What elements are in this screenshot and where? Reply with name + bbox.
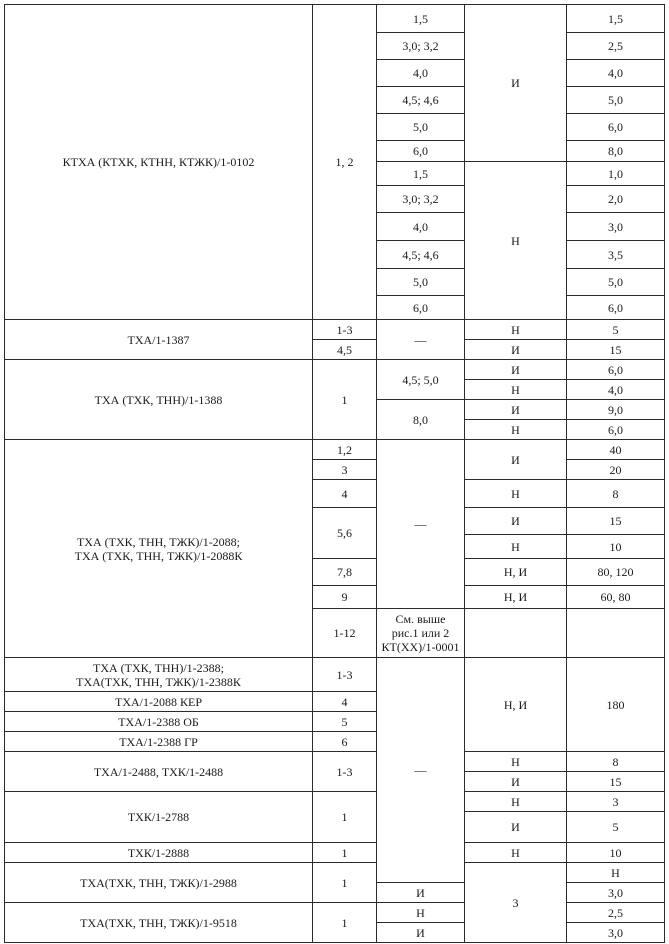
table-cell: 3,0 [567, 923, 665, 943]
table-cell: 1-3 [313, 752, 377, 792]
table-cell: 80, 120 [567, 559, 665, 586]
table-cell: И [465, 440, 567, 480]
table-row [5, 863, 665, 883]
table-cell: Н [377, 903, 465, 923]
table-cell: 5,0 [377, 114, 465, 141]
table-cell: 6,0 [377, 141, 465, 162]
table-cell: 9,0 [567, 400, 665, 420]
table-cell: Н [465, 843, 567, 863]
table-cell: 5 [567, 320, 665, 340]
table-cell: 4,0 [377, 60, 465, 87]
table-cell: 6 [313, 732, 377, 752]
table-cell: ТХА (ТХК, ТНН, ТЖК)/1-2088; ТХА (ТХК, ТНН, ТЖК)/1-2088К [5, 440, 313, 658]
table-cell: 5,0 [567, 269, 665, 296]
table-cell: ТХА(ТХК, ТНН, ТЖК)/1-2988 [5, 863, 313, 903]
table-cell: 2,5 [567, 903, 665, 923]
table-cell: 3,0 [567, 213, 665, 241]
table-cell: ТХА/1-1387 [5, 320, 313, 360]
table-row [5, 360, 665, 380]
table-cell: Н, И [465, 658, 567, 752]
table-row [5, 440, 665, 460]
table-cell: 8 [567, 480, 665, 508]
table-cell: 20 [567, 460, 665, 480]
table-cell: Н [465, 420, 567, 440]
table-cell: Н [465, 162, 567, 320]
table-cell: 10 [567, 843, 665, 863]
table-cell: ТХА/1-2488, ТХК/1-2488 [5, 752, 313, 792]
table-cell: Н [465, 480, 567, 508]
table-cell: Н [465, 752, 567, 772]
table-cell: — [377, 320, 465, 360]
table-cell: 6,0 [567, 296, 665, 320]
table-cell: 5,6 [313, 508, 377, 559]
table-cell: 15 [567, 772, 665, 792]
table-cell: ТХА/1-2088 КЕР [5, 692, 313, 712]
table-cell [465, 609, 567, 658]
table-cell: Н [465, 535, 567, 559]
table-cell: ТХА (ТХК, ТНН)/1-1388 [5, 360, 313, 440]
table-row [5, 843, 665, 863]
table-cell: 4 [313, 480, 377, 508]
table-cell: 4,5; 4,6 [377, 241, 465, 269]
table-cell: Н [465, 792, 567, 812]
table-cell: Н [465, 380, 567, 400]
table-cell: 3,0; 3,2 [377, 186, 465, 213]
table-cell: И [465, 508, 567, 535]
table-cell: ТХА(ТХК, ТНН, ТЖК)/1-9518 [5, 903, 313, 943]
table-cell: ТХА/1-2388 ГР [5, 732, 313, 752]
table-cell: 9 [313, 586, 377, 609]
table-cell: 1, 2 [313, 5, 377, 320]
table-cell: 8 [567, 752, 665, 772]
table-cell: 7,8 [313, 559, 377, 586]
table-cell: 15 [567, 508, 665, 535]
table-cell: 1,2 [313, 440, 377, 460]
table-cell: И [465, 5, 567, 162]
table-cell: 4,5 [313, 340, 377, 360]
table-cell: 5 [567, 812, 665, 843]
table-cell: ТХА/1-2388 ОБ [5, 712, 313, 732]
table-cell: И [465, 812, 567, 843]
table-row [5, 5, 665, 33]
table-row [5, 320, 665, 340]
table-cell: И [465, 772, 567, 792]
table-cell: 3,0 [567, 883, 665, 903]
table-cell: 4,0 [567, 60, 665, 87]
table-cell: 5,0 [377, 269, 465, 296]
table-cell: 1 [313, 843, 377, 863]
document-page [4, 4, 664, 942]
table-cell: 6,0 [567, 114, 665, 141]
table-cell: 8,0 [567, 141, 665, 162]
table-cell: 3,5 [567, 241, 665, 269]
table-cell: 4,0 [377, 213, 465, 241]
table-cell: ТХА (ТХК, ТНН)/1-2388; ТХА(ТХК, ТНН, ТЖК)/1-2388К [5, 658, 313, 692]
table-row [5, 752, 665, 772]
table-cell: 1 [313, 360, 377, 440]
table-cell: 6,0 [567, 360, 665, 380]
table-cell [567, 609, 665, 658]
table-cell: 5,0 [567, 87, 665, 114]
table-cell: И [377, 923, 465, 943]
table-cell: 3 [567, 792, 665, 812]
table-cell: — [377, 440, 465, 609]
table-cell: И [377, 883, 465, 903]
table-cell: 8,0 [377, 400, 465, 440]
table-cell: ТХК/1-2888 [5, 843, 313, 863]
table-cell: 1,5 [377, 162, 465, 186]
table-cell: Н, И [465, 559, 567, 586]
table-cell: 1 [313, 792, 377, 843]
table-row [5, 658, 665, 692]
table-cell: 1 [313, 863, 377, 903]
table-cell: 5 [313, 712, 377, 732]
table-cell: И [465, 360, 567, 380]
table-cell: — [377, 658, 465, 883]
table-cell: 10 [567, 535, 665, 559]
table-cell: 40 [567, 440, 665, 460]
table-cell: КТХА (КТХК, КТНН, КТЖК)/1-0102 [5, 5, 313, 320]
table-cell: 1-12 [313, 609, 377, 658]
table-cell: 1-3 [313, 320, 377, 340]
table-cell: 4 [313, 692, 377, 712]
table-cell: 2,5 [567, 33, 665, 60]
table-cell: 3 [313, 460, 377, 480]
table-cell: 6,0 [567, 420, 665, 440]
table-cell: И [465, 400, 567, 420]
table-row [5, 792, 665, 812]
table-cell: 60, 80 [567, 586, 665, 609]
table-cell: См. выше рис.1 или 2 КТ(ХХ)/1-0001 [377, 609, 465, 658]
table-cell: 3 [465, 863, 567, 943]
table-cell: Н [465, 320, 567, 340]
table-cell: 1,5 [377, 5, 465, 33]
table-cell: 1,0 [567, 162, 665, 186]
table-cell: Н, И [465, 586, 567, 609]
table-cell: 6,0 [377, 296, 465, 320]
table-cell: 180 [567, 658, 665, 752]
table-cell: 3,0; 3,2 [377, 33, 465, 60]
thermocouple-spec-table [4, 4, 665, 943]
table-cell: 2,0 [567, 186, 665, 213]
table-cell: 1,5 [567, 5, 665, 33]
table-cell: 4,0 [567, 380, 665, 400]
table-cell: 15 [567, 340, 665, 360]
table-cell: 4,5; 5,0 [377, 360, 465, 400]
table-cell: 1 [313, 903, 377, 943]
table-cell: 4,5; 4,6 [377, 87, 465, 114]
table-cell: Н [567, 863, 665, 883]
table-cell: 1-3 [313, 658, 377, 692]
table-cell: И [465, 340, 567, 360]
table-cell: ТХК/1-2788 [5, 792, 313, 843]
